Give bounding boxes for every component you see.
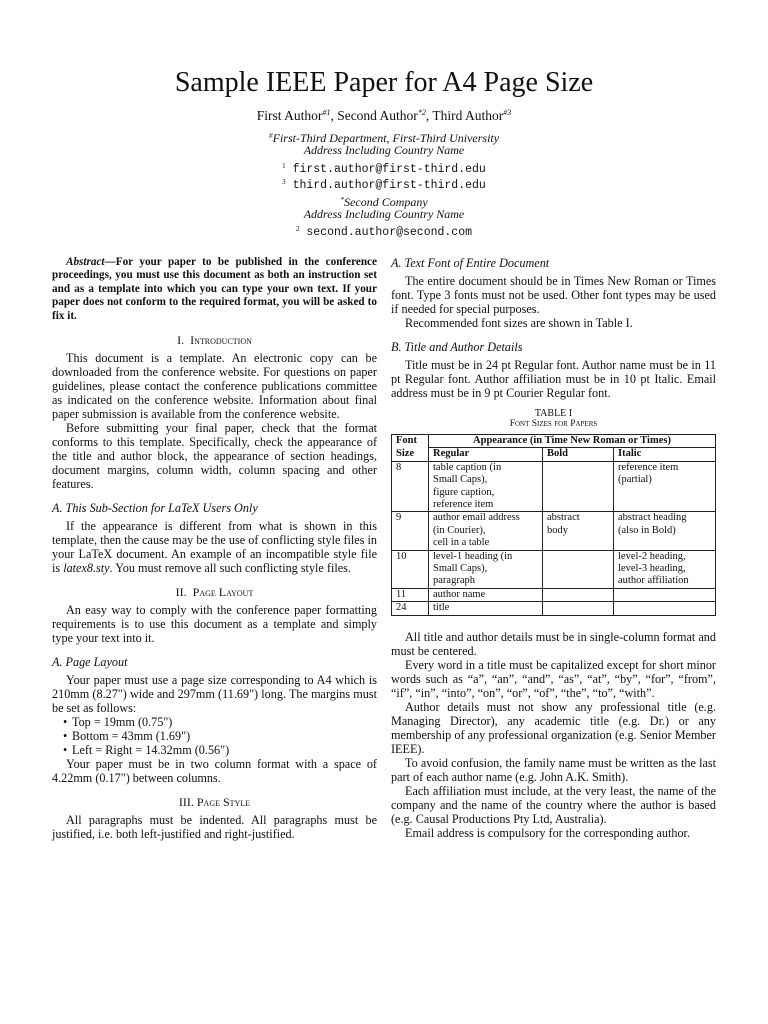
author-mark: #1 [322, 108, 331, 117]
table-cell-size: 9 [392, 512, 429, 550]
table-cell-bold [543, 461, 614, 512]
author-mark: #3 [503, 108, 512, 117]
paragraph: To avoid confusion, the family name must be written as the last part of each author name (e.g. John A.K. Smith). [391, 755, 716, 784]
table-cell-italic [614, 461, 716, 512]
table-cell-bold [543, 602, 614, 615]
right-column [391, 256, 716, 840]
paragraph: This document is a template. An electronic copy can be downloaded from the conference website. For questions on paper guidelines, please contact the conference publications committee as indicated on the conference website. Information about final paper submission is available from the conference website. [52, 351, 377, 422]
table-cell-line: author email address [433, 512, 520, 524]
table-header-font: Font [392, 435, 429, 448]
table-cell-size: 8 [392, 461, 429, 512]
paragraph: An easy way to comply with the conference paper formatting requirements is to use this document as a template and simply type your text into it. [52, 603, 377, 646]
table-cell-italic [614, 550, 716, 588]
table-cell-line: level-1 heading (in [433, 550, 513, 562]
table-cell-bold [543, 588, 614, 601]
paragraph: Author details must not show any professional title (e.g. Managing Director), any academic title (e.g. Dr.) or any membership of any professional organization (e.g. Senior Member IEEE). [391, 699, 716, 756]
paragraph: Before submitting your final paper, check that the format conforms to this template. Specifically, check the appearance of the title and author block, the appearance of section headings, document margins, column width, column spacing and other features. [52, 421, 377, 492]
table-cell-regular [429, 550, 543, 588]
abstract: Abstract—For your paper to be published in the conference proceedings, you must use this document as both an instruction set and as a template into which you can type your own text. If your paper does not conform to the required format, you will be asked to fix it. [52, 256, 377, 322]
table-row [392, 550, 716, 588]
author-mark: *2 [417, 108, 426, 117]
table-cell-line: paragraph [433, 575, 475, 587]
subsection-heading: A. Text Font of Entire Document [391, 256, 550, 270]
table-cell-regular [429, 512, 543, 550]
table-cell-line: abstract [547, 512, 580, 524]
subsection-heading: A. This Sub-Section for LaTeX Users Only [52, 501, 258, 516]
table-cell-line: abstract heading [618, 512, 687, 524]
table-row [392, 512, 716, 550]
table-cell-regular [429, 588, 543, 601]
table-cell-line: title [433, 602, 450, 614]
table-header-appearance: Appearance (in Time New Roman or Times) [429, 435, 716, 448]
paragraph: All title and author details must be in single-column format and must be centered. [391, 629, 716, 658]
affiliation-mark: # [268, 131, 273, 140]
affiliation-address: Address Including Country Name [303, 143, 465, 157]
section-heading: II. Page Layout [175, 585, 254, 600]
email-address: $^3$ third.author@first-third.edu [282, 178, 486, 192]
table-cell-italic [614, 512, 716, 550]
table-cell-line: figure caption, [433, 486, 495, 498]
table-cell-line: author affiliation [618, 575, 689, 587]
table-row [392, 461, 716, 512]
table-cell-line: level-3 heading, [618, 563, 686, 575]
margin-list [52, 715, 377, 757]
table-header-bold: Bold [543, 448, 614, 461]
table-cell-italic [614, 602, 716, 615]
affiliation-company: *Second Company [340, 195, 428, 209]
left-column [52, 256, 377, 841]
table-cell-size: 11 [392, 588, 429, 601]
paragraph: Recommended font sizes are shown in Table I. [405, 316, 633, 330]
table-header-row [392, 435, 716, 448]
table-cell-line: Small Caps), [433, 563, 488, 575]
paragraph: The entire document should be in Times New Roman or Times font. Type 3 fonts must not be used. Other font types may be used if needed for special purposes. [391, 274, 716, 316]
table-cell-line: cell in a table [433, 537, 490, 549]
paragraph: Your paper must use a page size corresponding to A4 which is 210mm (8.27") wide and 297mm (11.69") long. The margins must be set as follows: [52, 673, 377, 716]
paragraph: Title must be in 24 pt Regular font. Author name must be in 11 pt Regular font. Author affiliation must be in 10 pt Italic. Email address must be in 9 pt Courier Regular font. [391, 358, 716, 400]
paragraph: Your paper must be in two column format with a space of 4.22mm (0.17") between columns. [52, 757, 377, 786]
table-cell-line: Small Caps), [433, 474, 488, 486]
table-cell-bold [543, 512, 614, 550]
table-header-row [392, 448, 716, 461]
affiliation-address: Address Including Country Name [303, 207, 465, 221]
list-item: • Top = 19mm (0.75") [72, 715, 377, 729]
author-name: Second Author [337, 108, 418, 123]
abstract-label: Abstract [66, 256, 105, 268]
email-address: $^2$ second.author@second.com [295, 225, 473, 239]
table-cell-bold [543, 550, 614, 588]
table-cell-size: 10 [392, 550, 429, 588]
table-row [392, 588, 716, 601]
list-item: • Bottom = 43mm (1.69") [72, 729, 377, 743]
table-cell-line: (in Courier), [433, 524, 486, 536]
paragraph: Every word in a title must be capitalized except for short minor words such as “a”, “an”, “and”, “as”, “at”, “by”, “for”, “from”, “if”, “in”, “into”, “on”, “or”, “of”, “the”, “to”, “with”. [391, 657, 716, 700]
table-cell-line: body [547, 524, 568, 536]
email-mark: 3 [282, 178, 286, 186]
subsection-heading: A. Page Layout [52, 655, 128, 670]
table-cell-italic [614, 588, 716, 601]
font-size-table [391, 434, 716, 616]
table-caption: TABLE I [534, 408, 573, 419]
table-cell-line: reference item [433, 499, 494, 511]
list-item: • Left = Right = 14.32mm (0.56") [72, 743, 377, 757]
table-cell-size: 24 [392, 602, 429, 615]
table-cell-line: author name [433, 588, 486, 600]
table-cell-line: reference item [618, 461, 679, 473]
section-heading: I. Introduction [177, 333, 252, 348]
email-mark: 1 [282, 162, 286, 170]
author-line: First Author$^{\#1}$, Second Author$^{*2}$, Third Author$^{\#3}$ [256, 108, 512, 123]
table-cell-regular [429, 602, 543, 615]
table-cell-line: level-2 heading, [618, 550, 686, 562]
email-mark: 2 [295, 225, 300, 233]
author-name: First Author [256, 108, 323, 123]
paragraph: All paragraphs must be indented. All paragraphs must be justified, i.e. both left-justified and right-justified. [52, 813, 377, 842]
table-cell-line: table caption (in [433, 461, 502, 473]
table-subcaption: Font Sizes for Papers [509, 419, 598, 429]
table-cell-line: (partial) [618, 474, 652, 486]
paper-title: Sample IEEE Paper for A4 Page Size [174, 67, 594, 98]
paragraph: Each affiliation must include, at the very least, the name of the company and the name of the country where the author is based (e.g. Causal Productions Pty Ltd, Australia). [391, 783, 716, 826]
table-cell-line: (also in Bold) [618, 524, 676, 536]
email-address: $^1$ first.author@first-third.edu [282, 162, 486, 176]
subsection-heading: B. Title and Author Details [391, 340, 523, 354]
table-cell-regular [429, 461, 543, 512]
affiliation-mark: * [340, 195, 345, 204]
affiliation-department: #First-Third Department, First-Third University [268, 131, 500, 145]
table-header-italic: Italic [614, 448, 716, 461]
table-header-size: Size [392, 448, 429, 461]
paragraph: If the appearance is different from what is shown in this template, then the cause may be the use of conflicting style files in your LaTeX document. An example of an incompatible style file is latex8.sty. You must remove all such conflicting style files. [52, 519, 377, 576]
table-row [392, 602, 716, 615]
author-name: Third Author [432, 108, 504, 123]
paragraph: Email address is compulsory for the corresponding author. [405, 825, 690, 840]
table-header-regular: Regular [429, 448, 543, 461]
section-heading: III. Page Style [178, 795, 251, 810]
